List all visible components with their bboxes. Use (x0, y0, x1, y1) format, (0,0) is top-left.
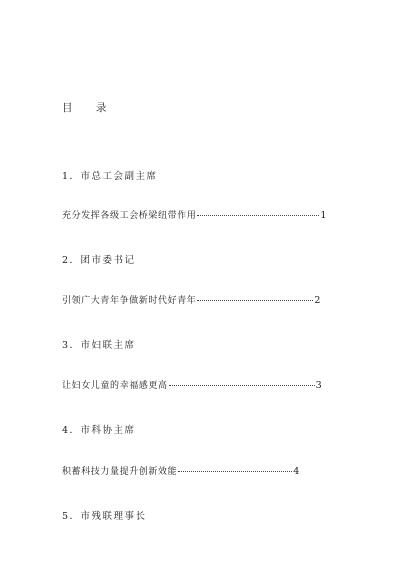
toc-heading-3: 3．市妇联主席 (62, 340, 136, 351)
toc-heading-1: 1．市总工会副主席 (62, 171, 158, 182)
toc-entry-1-page: 1 (320, 210, 327, 221)
toc-entry-1-text: 充分发挥各级工会桥梁纽带作用 (62, 211, 197, 221)
toc-entry-1-leader (197, 215, 319, 216)
toc-entry-4-page: 4 (293, 466, 300, 477)
toc-entry-3-leader (169, 385, 315, 386)
toc-entry-2[interactable] (62, 293, 320, 306)
toc-entry-2-page: 2 (314, 295, 321, 306)
toc-entry-4[interactable] (62, 464, 299, 477)
toc-heading-5: 5．市残联理事长 (62, 511, 147, 522)
toc-entry-4-text: 积蓄科技力量提升创新效能 (62, 467, 178, 477)
toc-entry-1[interactable] (62, 208, 326, 221)
toc-entry-3-text: 让妇女儿童的幸福感更高 (62, 381, 168, 391)
toc-heading-2: 2．团市委书记 (62, 255, 136, 266)
toc-entry-3-page: 3 (315, 380, 322, 391)
toc-entry-3[interactable] (62, 378, 322, 391)
toc-title: 目 录 (62, 102, 117, 114)
toc-entry-2-leader (197, 300, 313, 301)
toc-entry-2-text: 引领广大青年争做新时代好青年 (62, 296, 197, 306)
toc-entry-4-leader (178, 471, 292, 472)
toc-heading-4: 4．市科协主席 (62, 425, 136, 436)
